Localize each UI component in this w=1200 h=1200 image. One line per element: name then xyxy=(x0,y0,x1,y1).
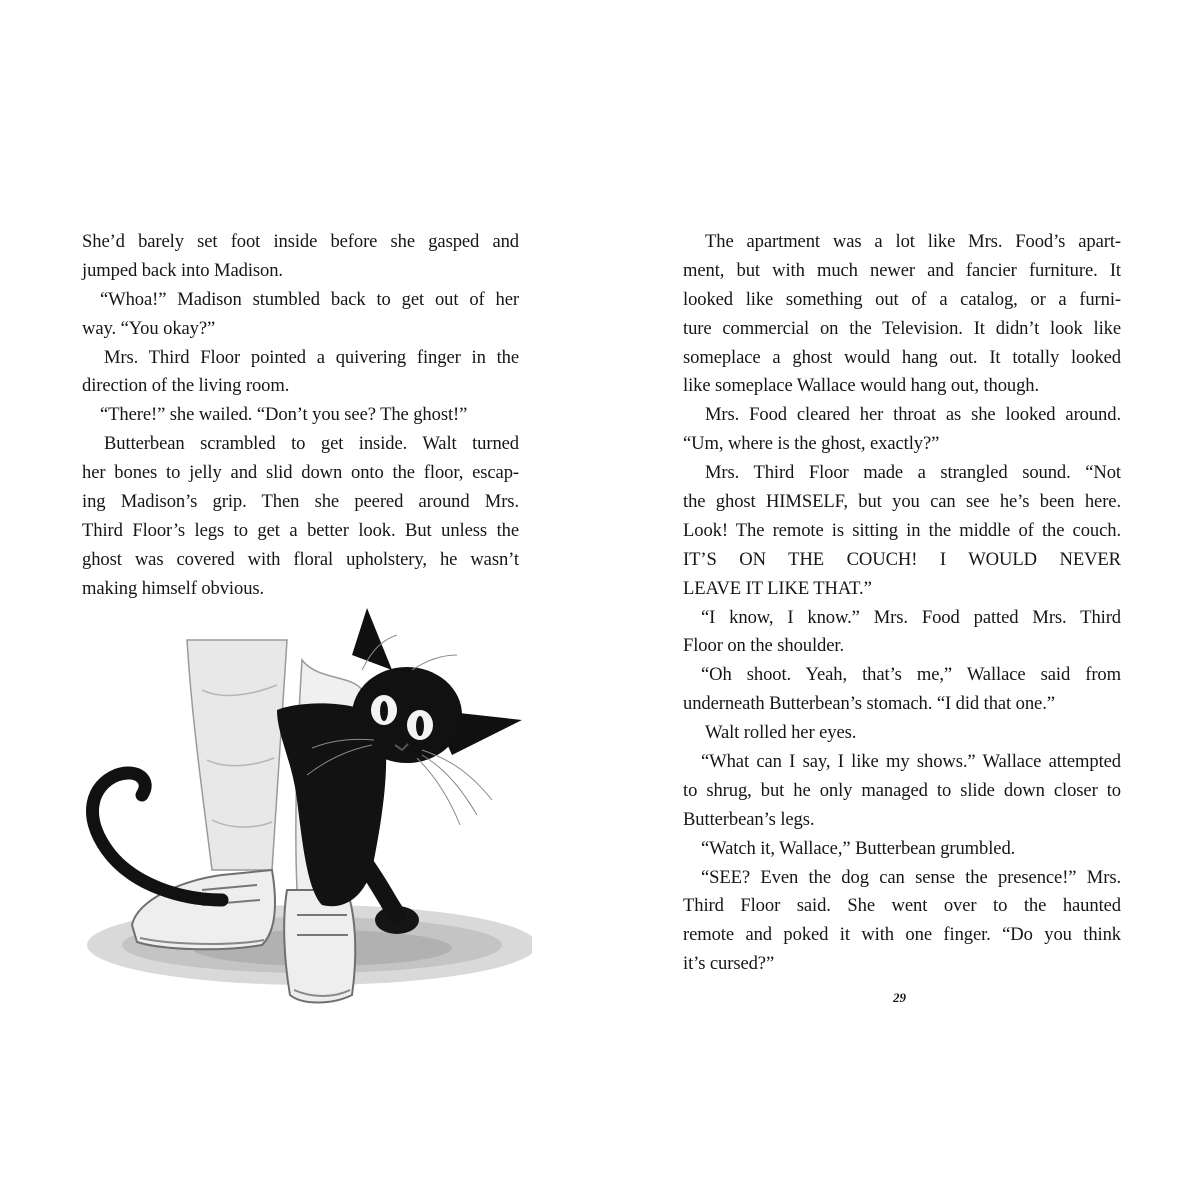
text-line: IT’S ON THE COUCH! I WOULD NEVER xyxy=(683,548,1121,570)
text-line: “I know, I know.” Mrs. Food patted Mrs. Third xyxy=(701,606,1121,628)
text-line: Butterbean scrambled to get inside. Walt turned xyxy=(104,433,519,455)
right-sneaker xyxy=(284,890,355,1003)
text-line: She’d barely set foot inside before she gasped and xyxy=(82,231,519,252)
text-line: ment, but with much newer and fancier furniture. It xyxy=(683,259,1121,281)
left-leg xyxy=(187,640,287,870)
text-line: Look! The remote is sitting in the middle of the couch. xyxy=(683,519,1121,541)
text-line: LEAVE IT LIKE THAT.” xyxy=(683,577,872,599)
text-line: her bones to jelly and slid down onto the floor, escap- xyxy=(82,462,519,484)
text-line: “What can I say, I like my shows.” Wallace attempted xyxy=(701,751,1121,773)
text-line: Floor on the shoulder. xyxy=(683,635,845,657)
text-line: like someplace Wallace would hang out, though. xyxy=(683,375,1040,397)
text-line: “There!” she wailed. “Don’t you see? The ghost!” xyxy=(100,404,468,426)
text-line: Third Floor’s legs to get a better look. But unless the xyxy=(82,519,519,541)
text-line: it’s cursed?” xyxy=(683,953,775,975)
page-number: 29 xyxy=(893,990,906,1005)
text-line: Third Floor said. She went over to the haunted xyxy=(683,895,1121,917)
text-line: underneath Butterbean’s stomach. “I did that one.” xyxy=(683,693,1055,715)
text-line: “Whoa!” Madison stumbled back to get out of her xyxy=(100,288,519,310)
black-cat-illustration xyxy=(62,600,532,1015)
left-page-text xyxy=(82,228,519,604)
text-line: Mrs. Food cleared her throat as she looked around. xyxy=(705,404,1121,426)
text-line: Butterbean’s legs. xyxy=(683,808,815,830)
right-page xyxy=(600,0,1200,1200)
text-line: making himself obvious. xyxy=(82,577,265,599)
text-line: “Oh shoot. Yeah, that’s me,” Wallace said from xyxy=(701,664,1121,686)
text-line: way. “You okay?” xyxy=(82,317,216,339)
text-line: Mrs. Third Floor made a strangled sound. “Not xyxy=(705,462,1121,484)
text-line: jumped back into Madison. xyxy=(82,259,283,281)
text-line: “SEE? Even the dog can sense the presence!” Mrs. xyxy=(701,866,1121,888)
cat-head xyxy=(352,608,522,763)
text-line: Walt rolled her eyes. xyxy=(705,722,857,744)
text-line: someplace a ghost would hang out. It totally looked xyxy=(683,346,1121,368)
text-line: “Watch it, Wallace,” Butterbean grumbled. xyxy=(701,837,1016,859)
text-line: to shrug, but he only managed to slide down closer to xyxy=(683,779,1121,801)
text-line: remote and poked it with one finger. “Do you think xyxy=(683,924,1121,946)
text-line: direction of the living room. xyxy=(82,375,290,397)
text-line: ghost was covered with floral upholstery, he wasn’t xyxy=(82,548,519,570)
text-line: ing Madison’s grip. Then she peered around Mrs. xyxy=(82,491,519,513)
text-line: The apartment was a lot like Mrs. Food’s apart- xyxy=(705,231,1121,252)
right-page-text xyxy=(683,228,1121,979)
text-line: looked like something out of a catalog, or a furni- xyxy=(683,288,1121,310)
text-line: the ghost HIMSELF, but you can see he’s been here. xyxy=(683,491,1121,513)
text-line: “Um, where is the ghost, exactly?” xyxy=(683,433,940,455)
text-line: Mrs. Third Floor pointed a quivering finger in the xyxy=(104,346,519,368)
text-line: ture commercial on the Television. It didn’t look like xyxy=(683,317,1121,339)
